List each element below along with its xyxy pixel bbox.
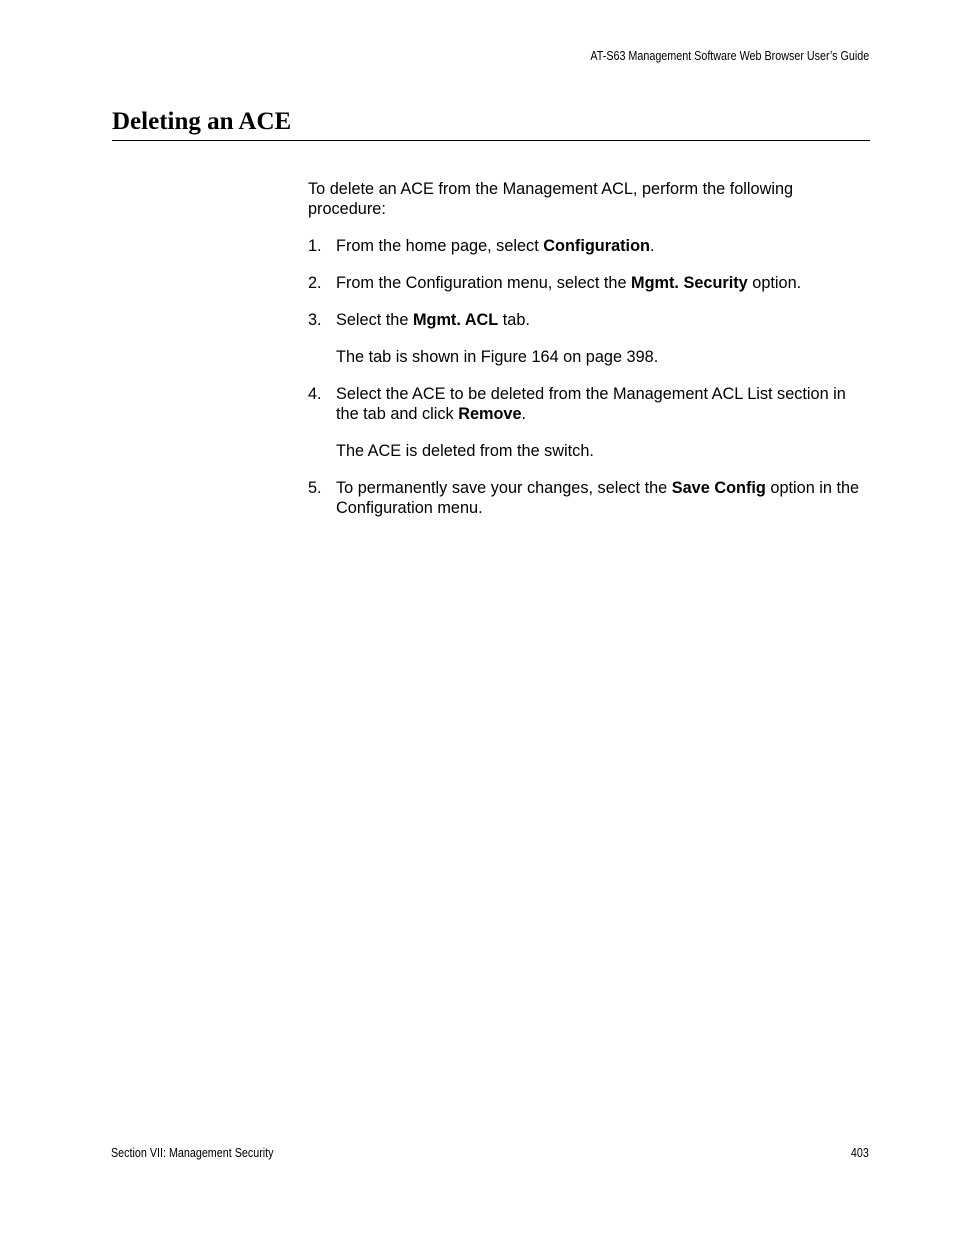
footer-section-label: Section VII: Management Security: [111, 1146, 274, 1160]
step-text: [336, 478, 870, 518]
step-text-lead: Select the: [336, 311, 413, 329]
ui-term: Mgmt. ACL: [412, 311, 499, 329]
procedure-content: [308, 179, 870, 535]
step-text: [336, 273, 870, 293]
ui-term: Remove: [458, 405, 522, 423]
step-4: [308, 384, 870, 461]
step-note: The ACE is deleted from the switch.: [336, 442, 594, 460]
ui-term: Save Config: [671, 479, 766, 497]
step-text-tail: option in the Configuration menu.: [336, 479, 860, 517]
step-text-tail: .: [649, 237, 655, 255]
step-body: [336, 478, 870, 518]
step-text-tail: option.: [747, 274, 802, 292]
section-title: Deleting an ACE: [112, 108, 292, 135]
step-note: The tab is shown in Figure 164 on page 398.: [336, 348, 659, 366]
step-1: [308, 236, 870, 256]
step-text-lead: From the home page, select: [336, 237, 544, 255]
step-text-lead: Select the ACE to be deleted from the Management ACL List section in the tab and click: [336, 385, 846, 423]
step-5: [308, 478, 870, 518]
step-text-tail: tab.: [498, 311, 530, 329]
ui-term: Configuration: [543, 237, 650, 255]
intro-paragraph: To delete an ACE from the Management ACL, perform the following procedure:: [308, 180, 794, 218]
step-body: [336, 310, 870, 367]
step-text-lead: To permanently save your changes, select the: [336, 479, 672, 497]
step-number: 5.: [308, 479, 322, 497]
step-text: [336, 384, 870, 424]
step-number: 2.: [308, 274, 322, 292]
footer-page-number: 403: [851, 1146, 869, 1160]
ui-term: Mgmt. Security: [631, 274, 748, 292]
step-text: [336, 310, 870, 330]
step-number: 4.: [308, 385, 322, 403]
title-rule: [112, 140, 870, 141]
step-text: [336, 236, 870, 256]
step-text-lead: From the Configuration menu, select the: [336, 274, 632, 292]
step-text-tail: .: [521, 405, 527, 423]
step-body: [336, 273, 870, 293]
step-3: [308, 310, 870, 367]
running-header: AT-S63 Management Software Web Browser User’s Guide: [590, 49, 869, 63]
step-number: 3.: [308, 311, 322, 329]
step-number: 1.: [308, 237, 322, 255]
step-body: [336, 384, 870, 461]
step-body: [336, 236, 870, 256]
step-2: [308, 273, 870, 293]
